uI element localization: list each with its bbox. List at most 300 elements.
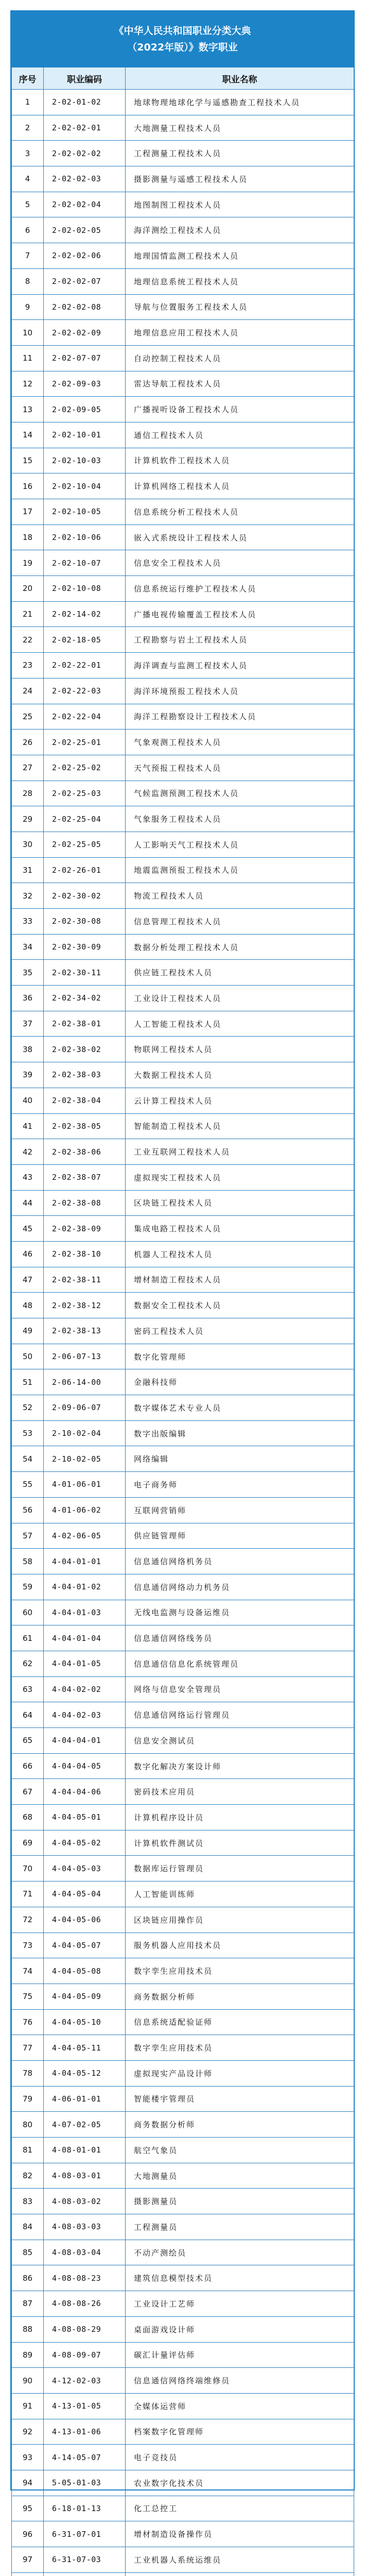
row-name: 摄影测量员: [126, 2189, 354, 2214]
row-code: 2-02-18-05: [44, 627, 126, 653]
table-row: [12, 90, 354, 115]
row-name: 嵌入式系统设计工程技术人员: [126, 524, 354, 550]
row-code: 4-08-03-04: [44, 2240, 126, 2265]
row-name: 工业设计工程技术人员: [126, 986, 354, 1011]
row-name: 供应链管理师: [126, 1523, 354, 1549]
row-name: 地球物理地球化学与遥感勘查工程技术人员: [126, 90, 354, 115]
row-code: 4-04-01-02: [44, 1574, 126, 1600]
table-row: [12, 1190, 354, 1216]
row-seq: 12: [12, 371, 44, 397]
row-code: 2-02-38-12: [44, 1293, 126, 1318]
table-row: [12, 2086, 354, 2112]
row-code: 2-02-30-11: [44, 960, 126, 986]
table-row: [12, 1651, 354, 1676]
row-code: 4-08-08-23: [44, 2265, 126, 2291]
row-seq: [12, 2572, 44, 2576]
row-code: 4-08-08-26: [44, 2291, 126, 2317]
row-name: 网络与信息安全管理员: [126, 1676, 354, 1702]
row-name: 数字孪生应用技术员: [126, 1958, 354, 1984]
row-seq: 70: [12, 1856, 44, 1882]
row-name: 数字媒体艺术专业人员: [126, 1395, 354, 1421]
row-name: 数据安全工程技术人员: [126, 1293, 354, 1318]
table-row: [12, 1395, 354, 1421]
table-row: [12, 1676, 354, 1702]
row-name: 工程勘察与岩土工程技术人员: [126, 627, 354, 653]
table-row: [12, 1241, 354, 1267]
table-row: [12, 1088, 354, 1113]
row-name: 广播视听设备工程技术人员: [126, 397, 354, 422]
row-name: 物联网工程技术人员: [126, 1037, 354, 1062]
table-row: [12, 371, 354, 397]
table-row: [12, 192, 354, 217]
row-code: 6-31-07-03: [44, 2547, 126, 2573]
table-row: [12, 857, 354, 883]
row-code: 4-04-05-06: [44, 1907, 126, 1933]
row-seq: 18: [12, 524, 44, 550]
row-name: 智能楼宇管理员: [126, 2086, 354, 2112]
row-code: 2-02-02-07: [44, 268, 126, 294]
table-row: [12, 2316, 354, 2342]
row-seq: 49: [12, 1318, 44, 1344]
row-seq: 93: [12, 2445, 44, 2470]
row-seq: 8: [12, 268, 44, 294]
table-row: [12, 550, 354, 576]
table-header-row: [12, 67, 354, 90]
row-seq: 48: [12, 1293, 44, 1318]
table-row: [12, 1344, 354, 1369]
row-name: 数字化解决方案设计师: [126, 1753, 354, 1779]
row-code: 6-31-07-01: [44, 2521, 126, 2547]
row-seq: 75: [12, 1984, 44, 2009]
row-seq: 3: [12, 141, 44, 166]
row-name: 数字化管理师: [126, 1344, 354, 1369]
row-seq: 54: [12, 1446, 44, 1472]
table-row: [12, 2214, 354, 2240]
table-row: [12, 1420, 354, 1446]
table-row: [12, 678, 354, 704]
row-seq: 94: [12, 2470, 44, 2496]
row-code: 2-09-06-07: [44, 1395, 126, 1421]
table-row: [12, 1037, 354, 1062]
table-row: [12, 1856, 354, 1882]
table-row: [12, 2009, 354, 2035]
row-name: 人工智能工程技术人员: [126, 1011, 354, 1037]
row-code: 2-06-07-13: [44, 1344, 126, 1369]
row-name: 信息通信网络终端维修员: [126, 2368, 354, 2394]
row-seq: 52: [12, 1395, 44, 1421]
row-seq: 89: [12, 2342, 44, 2368]
row-name: 物流工程技术人员: [126, 883, 354, 909]
row-name: 地理国情监测工程技术人员: [126, 243, 354, 269]
row-seq: 15: [12, 448, 44, 473]
row-seq: 51: [12, 1369, 44, 1395]
row-name: 数据库运行管理员: [126, 1856, 354, 1882]
row-seq: 65: [12, 1728, 44, 1754]
row-code: 4-04-05-03: [44, 1856, 126, 1882]
row-seq: 44: [12, 1190, 44, 1216]
row-seq: 26: [12, 730, 44, 755]
row-code: 4-13-01-05: [44, 2393, 126, 2419]
row-seq: 27: [12, 755, 44, 781]
table-row: [12, 1958, 354, 1984]
table-row: [12, 1549, 354, 1574]
row-name: 海洋调查与监测工程技术人员: [126, 653, 354, 679]
row-seq: 63: [12, 1676, 44, 1702]
row-code: 2-02-25-03: [44, 781, 126, 806]
row-seq: 57: [12, 1523, 44, 1549]
row-code: 2-02-09-05: [44, 397, 126, 422]
row-code: 4-08-08-29: [44, 2316, 126, 2342]
row-seq: 40: [12, 1088, 44, 1113]
row-name: 计算机软件测试员: [126, 1830, 354, 1856]
row-name: 虚拟现实产品设计师: [126, 2060, 354, 2086]
table-row: [12, 576, 354, 602]
row-name: 密码工程技术人员: [126, 1318, 354, 1344]
row-code: 4-08-01-01: [44, 2138, 126, 2163]
table-row: [12, 883, 354, 909]
row-seq: 5: [12, 192, 44, 217]
row-name: 电子商务师: [126, 1472, 354, 1498]
row-code: 2-02-38-05: [44, 1113, 126, 1139]
row-code: 2-02-38-01: [44, 1011, 126, 1037]
row-seq: 74: [12, 1958, 44, 1984]
table-row: [12, 755, 354, 781]
row-seq: 43: [12, 1164, 44, 1190]
row-seq: 10: [12, 320, 44, 346]
row-code: 2-02-10-06: [44, 524, 126, 550]
row-code: 4-01-06-01: [44, 1472, 126, 1498]
table-row: [12, 499, 354, 525]
row-code: 4-04-05-12: [44, 2060, 126, 2086]
row-name: 大数据工程技术人员: [126, 1062, 354, 1088]
row-name: 信息管理工程技术人员: [126, 909, 354, 935]
row-seq: 53: [12, 1420, 44, 1446]
row-code: 4-04-04-01: [44, 1728, 126, 1754]
row-name: 海洋环境预报工程技术人员: [126, 678, 354, 704]
row-name: 信息通信网络机务员: [126, 1549, 354, 1574]
row-code: 2-02-22-04: [44, 704, 126, 730]
table-row: [12, 2342, 354, 2368]
table-row: [12, 1830, 354, 1856]
row-code: 4-08-03-01: [44, 2163, 126, 2189]
row-name: 桌面游戏设计师: [126, 2316, 354, 2342]
row-code: 2-02-09-03: [44, 371, 126, 397]
row-name: 增材制造设备操作员: [126, 2521, 354, 2547]
table-row: [12, 115, 354, 141]
table-row: [12, 781, 354, 806]
row-name: 增材制造工程技术人员: [126, 1267, 354, 1293]
row-name: 工程测量工程技术人员: [126, 141, 354, 166]
row-code: 2-02-34-02: [44, 986, 126, 1011]
row-name: 供应链工程技术人员: [126, 960, 354, 986]
row-name: 数字孪生应用技术员: [126, 2035, 354, 2061]
row-code: 4-04-01-03: [44, 1600, 126, 1625]
table-row: [12, 934, 354, 960]
row-name: 大地测量员: [126, 2163, 354, 2189]
row-name: 摄影测量与遥感工程技术人员: [126, 166, 354, 192]
row-code: 4-04-02-03: [44, 1702, 126, 1728]
row-name: 互联网营销师: [126, 1497, 354, 1523]
row-name: 计算机软件工程技术人员: [126, 448, 354, 473]
row-seq: 29: [12, 806, 44, 832]
row-code: 4-08-09-07: [44, 2342, 126, 2368]
row-code: 2-02-22-01: [44, 653, 126, 679]
row-seq: 92: [12, 2419, 44, 2445]
row-seq: 4: [12, 166, 44, 192]
row-code: 2-02-26-01: [44, 857, 126, 883]
row-seq: 61: [12, 1625, 44, 1651]
row-name: 化工总控工: [126, 2496, 354, 2521]
row-name: 信息通信网络线务员: [126, 1625, 354, 1651]
row-name: 农业数字化技术员: [126, 2470, 354, 2496]
row-seq: 2: [12, 115, 44, 141]
row-seq: 31: [12, 857, 44, 883]
row-code: 2-02-02-08: [44, 294, 126, 320]
row-seq: 32: [12, 883, 44, 909]
row-code: 2-02-01-02: [44, 90, 126, 115]
row-code: 4-02-06-05: [44, 1523, 126, 1549]
row-name: 通信工程技术人员: [126, 422, 354, 448]
row-name: 信息安全工程技术人员: [126, 550, 354, 576]
row-seq: 21: [12, 601, 44, 627]
document-title: [11, 11, 354, 67]
row-name: 信息系统分析工程技术人员: [126, 499, 354, 525]
table-row: [12, 2547, 354, 2573]
row-seq: 85: [12, 2240, 44, 2265]
table-row: [12, 1293, 354, 1318]
row-seq: 69: [12, 1830, 44, 1856]
row-seq: 23: [12, 653, 44, 679]
row-name: 区块链应用操作员: [126, 1907, 354, 1933]
row-name: 大地测量工程技术人员: [126, 115, 354, 141]
row-code: 5-05-01-03: [44, 2470, 126, 2496]
row-seq: 16: [12, 473, 44, 499]
row-code: 2-02-10-05: [44, 499, 126, 525]
row-code: [44, 2572, 126, 2576]
row-name: 信息系统适配验证师: [126, 2009, 354, 2035]
row-code: 4-04-05-09: [44, 1984, 126, 2009]
row-name: 网络编辑: [126, 1446, 354, 1472]
row-seq: 68: [12, 1805, 44, 1831]
table-row: [12, 806, 354, 832]
table-row: [12, 653, 354, 679]
row-seq: 45: [12, 1216, 44, 1242]
row-name: 地图制图工程技术人员: [126, 192, 354, 217]
row-seq: 78: [12, 2060, 44, 2086]
row-name: 气象服务工程技术人员: [126, 806, 354, 832]
table-row: [12, 1523, 354, 1549]
row-code: 4-14-05-07: [44, 2445, 126, 2470]
row-seq: 81: [12, 2138, 44, 2163]
table-row: [12, 1062, 354, 1088]
table-row: [12, 909, 354, 935]
table-row: [12, 2163, 354, 2189]
row-name: 信息安全测试员: [126, 1728, 354, 1754]
row-seq: 30: [12, 832, 44, 857]
table-row: [12, 2470, 354, 2496]
table-row: [12, 730, 354, 755]
table-row: [12, 1882, 354, 1907]
row-seq: 9: [12, 294, 44, 320]
table-row: [12, 2035, 354, 2061]
row-seq: 38: [12, 1037, 44, 1062]
row-code: 4-07-02-05: [44, 2112, 126, 2138]
table-row: [12, 627, 354, 653]
row-code: 2-02-38-11: [44, 1267, 126, 1293]
row-seq: 76: [12, 2009, 44, 2035]
row-seq: 72: [12, 1907, 44, 1933]
row-code: 2-02-02-05: [44, 217, 126, 243]
row-name: 地理信息系统工程技术人员: [126, 268, 354, 294]
row-seq: 66: [12, 1753, 44, 1779]
row-seq: 58: [12, 1549, 44, 1574]
table-row: [12, 243, 354, 269]
row-seq: 11: [12, 345, 44, 371]
row-code: 4-04-05-11: [44, 2035, 126, 2061]
row-name: 广播电视传输覆盖工程技术人员: [126, 601, 354, 627]
table-row: [12, 294, 354, 320]
table-body: [12, 90, 354, 2576]
occupation-table: [11, 67, 354, 2576]
row-seq: 60: [12, 1600, 44, 1625]
row-code: 2-02-02-06: [44, 243, 126, 269]
row-seq: 47: [12, 1267, 44, 1293]
row-code: 4-06-01-01: [44, 2086, 126, 2112]
row-name: 信息系统运行维护工程技术人员: [126, 576, 354, 602]
table-row: [12, 320, 354, 346]
row-code: 2-02-38-10: [44, 1241, 126, 1267]
table-row: [12, 1113, 354, 1139]
row-code: 2-02-38-06: [44, 1139, 126, 1165]
row-seq: 35: [12, 960, 44, 986]
row-seq: 25: [12, 704, 44, 730]
row-seq: 17: [12, 499, 44, 525]
table-row: [12, 473, 354, 499]
header-code: 职业编码: [44, 67, 126, 90]
row-code: 4-08-03-03: [44, 2214, 126, 2240]
row-seq: 20: [12, 576, 44, 602]
table-row: [12, 1805, 354, 1831]
row-name: 建筑信息模型技术员: [126, 2265, 354, 2291]
row-code: 4-01-06-02: [44, 1497, 126, 1523]
row-seq: 64: [12, 1702, 44, 1728]
row-seq: 91: [12, 2393, 44, 2419]
row-code: 4-04-05-08: [44, 1958, 126, 1984]
row-name: 导航与位置服务工程技术人员: [126, 294, 354, 320]
row-name: 服务机器人应用技术员: [126, 1933, 354, 1958]
row-code: 2-02-02-02: [44, 141, 126, 166]
table-row: [12, 2291, 354, 2317]
row-name: [126, 2572, 354, 2576]
table-row: [12, 1267, 354, 1293]
row-code: 4-04-01-04: [44, 1625, 126, 1651]
title-line-1: 《中华人民共和国职业分类大典: [114, 23, 251, 39]
row-code: 2-02-38-07: [44, 1164, 126, 1190]
row-code: 2-02-30-02: [44, 883, 126, 909]
table-row: [12, 2393, 354, 2419]
row-name: 虚拟现实工程技术人员: [126, 1164, 354, 1190]
row-name: 不动产测绘员: [126, 2240, 354, 2265]
table-row: [12, 2496, 354, 2521]
row-seq: 50: [12, 1344, 44, 1369]
row-code: 2-02-30-09: [44, 934, 126, 960]
row-code: 2-02-30-08: [44, 909, 126, 935]
table-row: [12, 1779, 354, 1805]
row-name: 数字出版编辑: [126, 1420, 354, 1446]
title-line-2: （2022年版）》数字职业: [127, 39, 237, 56]
row-name: 无线电监测与设备运维员: [126, 1600, 354, 1625]
row-name: 自动控制工程技术人员: [126, 345, 354, 371]
row-name: 航空气象员: [126, 2138, 354, 2163]
row-seq: 82: [12, 2163, 44, 2189]
row-seq: 80: [12, 2112, 44, 2138]
table-row: [12, 1318, 354, 1344]
row-seq: 39: [12, 1062, 44, 1088]
row-name: 商务数据分析师: [126, 1984, 354, 2009]
table-row: [12, 1472, 354, 1498]
row-name: 密码技术应用员: [126, 1779, 354, 1805]
row-name: 信息通信网络运行管理员: [126, 1702, 354, 1728]
row-seq: 37: [12, 1011, 44, 1037]
table-row: [12, 1984, 354, 2009]
row-code: 4-04-05-07: [44, 1933, 126, 1958]
table-row: [12, 2240, 354, 2265]
row-seq: 83: [12, 2189, 44, 2214]
table-row: [12, 704, 354, 730]
row-code: 4-04-05-01: [44, 1805, 126, 1831]
table-row: [12, 1011, 354, 1037]
table-row: [12, 1497, 354, 1523]
row-code: 4-04-01-05: [44, 1651, 126, 1676]
row-name: 碳汇计量评估师: [126, 2342, 354, 2368]
row-code: 2-02-22-03: [44, 678, 126, 704]
table-row: [12, 166, 354, 192]
row-code: 2-10-02-05: [44, 1446, 126, 1472]
row-name: 雷达导航工程技术人员: [126, 371, 354, 397]
row-code: 2-02-02-04: [44, 192, 126, 217]
table-row: [12, 832, 354, 857]
row-code: 4-04-05-04: [44, 1882, 126, 1907]
row-seq: 86: [12, 2265, 44, 2291]
row-code: 2-02-25-05: [44, 832, 126, 857]
row-code: 4-04-04-05: [44, 1753, 126, 1779]
table-row: [12, 448, 354, 473]
row-seq: 14: [12, 422, 44, 448]
row-seq: 34: [12, 934, 44, 960]
table-row: [12, 2189, 354, 2214]
table-row: [12, 2572, 354, 2576]
table-row: [12, 2521, 354, 2547]
table-row: [12, 268, 354, 294]
row-code: 2-02-02-09: [44, 320, 126, 346]
header-name: 职业名称: [126, 67, 354, 90]
row-seq: 7: [12, 243, 44, 269]
row-code: 2-02-38-04: [44, 1088, 126, 1113]
row-code: 2-02-25-02: [44, 755, 126, 781]
row-name: 工业机器人系统运维员: [126, 2547, 354, 2573]
table-row: [12, 1600, 354, 1625]
row-name: 信息通信信息化系统管理员: [126, 1651, 354, 1676]
row-seq: 28: [12, 781, 44, 806]
row-code: 2-02-10-08: [44, 576, 126, 602]
row-name: 全媒体运营师: [126, 2393, 354, 2419]
row-code: 2-02-38-09: [44, 1216, 126, 1242]
table-row: [12, 1164, 354, 1190]
row-code: 2-02-07-07: [44, 345, 126, 371]
table-row: [12, 524, 354, 550]
row-seq: 59: [12, 1574, 44, 1600]
row-seq: 95: [12, 2496, 44, 2521]
